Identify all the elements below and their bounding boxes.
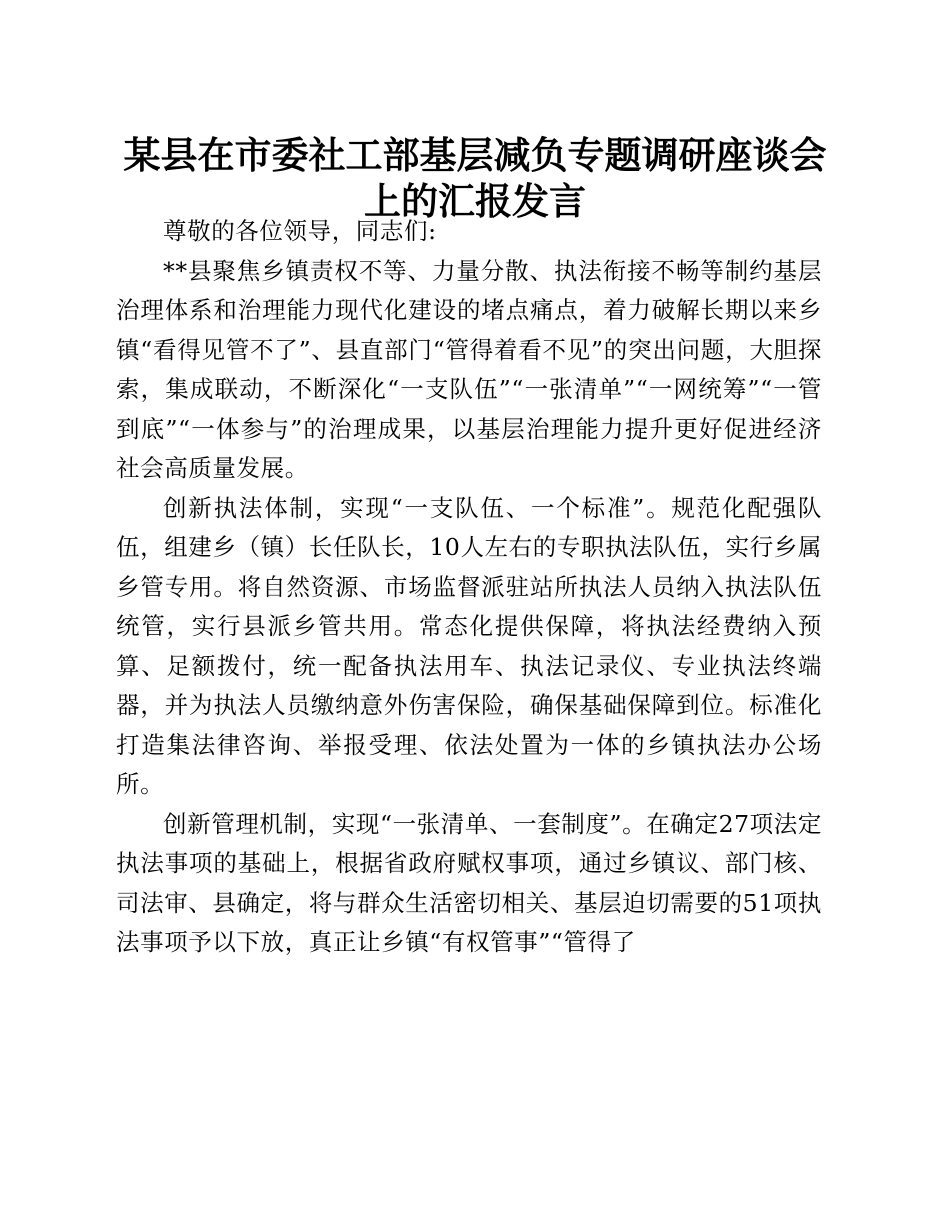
document-body xyxy=(116,212,822,963)
body-paragraph: **县聚焦乡镇责权不等、力量分散、执法衔接不畅等制约基层治理体系和治理能力现代化建设的堵点痛点，着力破解长期以来乡镇“看得见管不了”、县直部门“管得着看不见”的突出问题，大胆探索，集成联动，不断深化“一支队伍”“一张清单”“一网统筹”“一管到底”“一体参与”的治理成果，以基层治理能力提升更好促进经济社会高质量发展。 xyxy=(116,256,822,482)
greeting-paragraph: 尊敬的各位领导，同志们: xyxy=(163,217,437,245)
body-paragraph: 创新执法体制，实现“一支队伍、一个标准”。规范化配强队伍，组建乡（镇）长任队长，10人左右的专职执法队伍，实行乡属乡管专用。将自然资源、市场监督派驻站所执法人员纳入执法队伍统管，实行县派乡管共用。常态化提供保障，将执法经费纳入预算、足额拨付，统一配备执法用车、执法记录仪、专业执法终端器，并为执法人员缴纳意外伤害保险，确保基础保障到位。标准化打造集法律咨询、举报受理、依法处置为一体的乡镇执法办公场所。 xyxy=(116,493,822,798)
document-title: 某县在市委社工部基层减负专题调研座谈会上的汇报发言 xyxy=(123,133,827,223)
body-paragraph: 创新管理机制，实现“一张清单、一套制度”。在确定27项法定执法事项的基础上，根据省政府赋权事项，通过乡镇议、部门核、司法审、县确定，将与群众生活密切相关、基层迫切需要的51项执法事项予以下放，真正让乡镇“有权管事”“管得了 xyxy=(116,809,822,956)
